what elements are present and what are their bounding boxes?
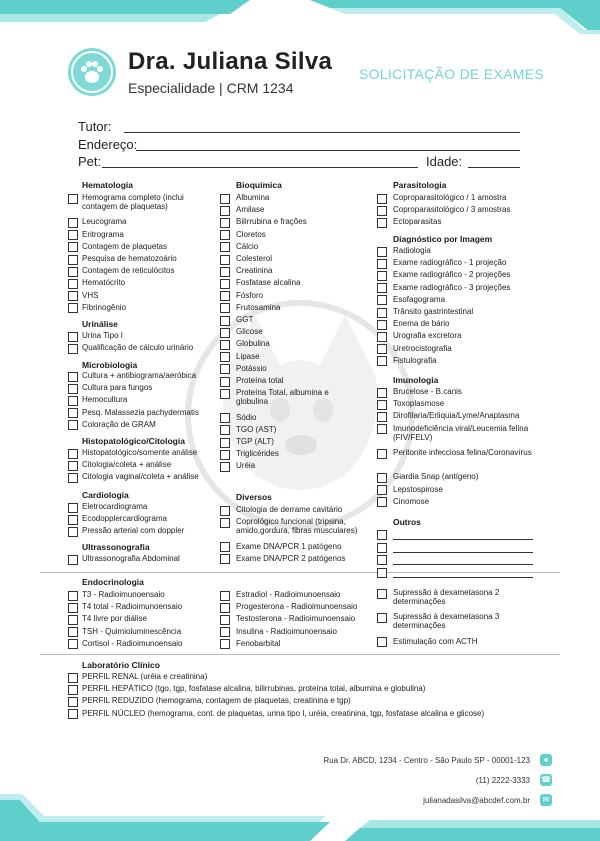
- exam-item: Ultrassonografia Abdominal: [82, 554, 180, 563]
- exam-item: Cultura + antibiograma/aeróbica: [82, 371, 197, 380]
- checkbox-sections-imagem-items-9[interactable]: [377, 356, 387, 366]
- exam-item: Leucograma: [82, 217, 127, 227]
- paw-logo-icon: [68, 48, 116, 96]
- checkbox-sections-imagem-items-7[interactable]: [377, 332, 387, 342]
- top-decorative-band: [0, 0, 600, 40]
- checkbox-sections-hematologia-items-4[interactable]: [68, 255, 78, 265]
- exam-item: Potássio: [236, 363, 267, 373]
- checkbox-sections-endocrinologia-col1-1[interactable]: [68, 603, 78, 613]
- exam-item: Pressão arterial com doppler: [82, 526, 185, 536]
- exam-item: Hemograma completo (inclui contagem de plaquetas): [82, 193, 184, 211]
- exam-item: Lipase: [236, 351, 260, 361]
- checkbox-sections-imagem-items-6[interactable]: [377, 320, 387, 330]
- exam-item: Cálcio: [236, 241, 259, 251]
- exam-item: T4 livre por diálise: [82, 614, 147, 624]
- endereco-label: Endereço:: [78, 137, 138, 152]
- exam-item: Bilirrubina e frações: [236, 217, 307, 227]
- idade-label: Idade:: [426, 154, 463, 169]
- exam-item: PERFIL RENAL (uréia e creatinina): [82, 672, 208, 681]
- checkbox-sections-bioquimica-items-21[interactable]: [220, 462, 230, 472]
- checkbox-sections-hematologia-items-1[interactable]: [68, 218, 78, 228]
- checkbox-sections-bioquimica-items-15[interactable]: [220, 377, 230, 387]
- checkbox-sections-parasitologia-items-1[interactable]: [377, 206, 387, 216]
- checkbox-sections-laboratorio-items-0[interactable]: [68, 673, 78, 683]
- exam-item: Toxoplasmose: [393, 399, 445, 409]
- checkbox-sections-parasitologia-items-2[interactable]: [377, 218, 387, 228]
- exam-item: Pesq. Malassezia pachydermatis: [82, 407, 199, 417]
- exam-item: Brucelose - B.canis: [393, 387, 462, 396]
- location-icon: ●: [540, 754, 552, 766]
- exam-item: Peritonite infecciosa felina/Coronavírus: [393, 448, 532, 457]
- exam-item: Urina Tipo I: [82, 331, 123, 340]
- address-text: Rua Dr. ABCD, 1234 - Centro - São Paulo SP - 00001-123: [323, 756, 530, 765]
- checkbox-outros-0[interactable]: [377, 530, 387, 540]
- checkbox-sections-endocrinologia-col3-2[interactable]: [377, 637, 387, 647]
- checkbox-sections-endocrinologia-col2-2[interactable]: [220, 615, 230, 625]
- checkbox-sections-bioquimica-items-5[interactable]: [220, 255, 230, 265]
- exam-item: Fosfatase alcalina: [236, 278, 301, 288]
- checkbox-sections-bioquimica-items-12[interactable]: [220, 340, 230, 350]
- exam-item: Contagem de reticulócitos: [82, 266, 175, 276]
- exam-item: Hematócrito: [82, 278, 126, 288]
- exam-item: T4 total - Radioimunoensaio: [82, 602, 183, 612]
- checkbox-sections-hematologia-items-2[interactable]: [68, 230, 78, 240]
- exam-item: Colesterol: [236, 254, 273, 263]
- checkbox-outros-1[interactable]: [377, 543, 387, 553]
- pet-label: Pet:: [78, 154, 102, 169]
- checkbox-sections-hematologia-items-6[interactable]: [68, 279, 78, 289]
- tutor-label: Tutor:: [78, 119, 112, 134]
- checkbox-sections-diversos-items-3[interactable]: [220, 554, 230, 564]
- checkbox-sections-bioquimica-items-10[interactable]: [220, 316, 230, 326]
- exam-item: Globulina: [236, 339, 270, 349]
- exam-item: Cultura para fungos: [82, 383, 153, 393]
- exam-item: Contagem de plaquetas: [82, 241, 167, 251]
- checkbox-sections-bioquimica-items-6[interactable]: [220, 267, 230, 277]
- exam-item: Exame radiográfico - 1 projeção: [393, 258, 507, 268]
- exam-item: Estimulação com ACTH: [393, 636, 478, 646]
- exam-item: Hemocultura: [82, 395, 128, 405]
- checkbox-sections-bioquimica-items-19[interactable]: [220, 438, 230, 448]
- checkbox-outros-3[interactable]: [377, 568, 387, 578]
- exam-item: Triglicérides: [236, 449, 279, 459]
- email-text: julianadasilva@abcdef.com.br: [423, 796, 530, 805]
- checkbox-sections-bioquimica-items-0[interactable]: [220, 194, 230, 204]
- separator-2: [40, 654, 560, 655]
- exam-item: Fenobarbital: [236, 638, 281, 648]
- exam-item: Citologia/coleta + análise: [82, 460, 172, 470]
- phone-icon: ☎: [541, 775, 551, 784]
- exam-item: Uretrocistografia: [393, 343, 452, 353]
- exam-item: Exame DNA/PCR 2 patógenos: [236, 553, 346, 563]
- checkbox-sections-hematologia-items-7[interactable]: [68, 291, 78, 301]
- exam-item: Citologia vaginal/coleta + análise: [82, 472, 199, 482]
- exam-item: Proteína Total, albumina e globulina: [236, 388, 329, 407]
- section-laboratorio: Laboratório Clínico: [82, 660, 160, 670]
- exam-item: Insulina - Radioimunoensaio: [236, 626, 337, 636]
- checkbox-sections-diversos-items-2[interactable]: [220, 542, 230, 552]
- exam-item: Eletrocardiograma: [82, 502, 148, 511]
- checkbox-sections-laboratorio-items-3[interactable]: [68, 709, 78, 719]
- checkbox-sections-hematologia-items-3[interactable]: [68, 242, 78, 252]
- exam-item: Ectoparasitas: [393, 217, 442, 227]
- exam-item: Pesquisa de hematozoário: [82, 254, 177, 263]
- section-diagnostico-imagem: Diagnóstico por Imagem: [393, 234, 493, 244]
- checkbox-sections-imagem-items-4[interactable]: [377, 295, 387, 305]
- exam-item: Cortisol - Radioimunoensaio: [82, 638, 183, 648]
- exam-item: PERFIL REDUZIDO (hemograma, contagem de plaquetas, creatinina e tgp): [82, 696, 351, 706]
- exam-item: Cloretos: [236, 229, 266, 239]
- exam-item: Enema de bário: [393, 319, 450, 329]
- checkbox-sections-laboratorio-items-2[interactable]: [68, 697, 78, 707]
- endereco-input[interactable]: [136, 150, 520, 151]
- exam-item: Coproparasitológico / 3 amostras: [393, 205, 511, 215]
- checkbox-sections-bioquimica-items-9[interactable]: [220, 303, 230, 313]
- checkbox-sections-laboratorio-items-1[interactable]: [68, 685, 78, 695]
- checkbox-sections-histopatologico-items-1[interactable]: [68, 461, 78, 471]
- phone-text: (11) 2222-3333: [475, 776, 530, 785]
- checkbox-sections-imunologia-items-2[interactable]: [377, 412, 387, 422]
- exam-item: Qualificação de cálculo urinário: [82, 343, 194, 353]
- exam-item: Radiologia: [393, 246, 431, 255]
- exam-item: Eritrograma: [82, 229, 124, 239]
- checkbox-outros-2[interactable]: [377, 555, 387, 565]
- checkbox-sections-urinalise-items-0[interactable]: [68, 332, 78, 342]
- checkbox-sections-microbiologia-items-2[interactable]: [68, 396, 78, 406]
- checkbox-sections-imagem-items-2[interactable]: [377, 271, 387, 281]
- exam-item: Citologia de derrame cavitário: [236, 505, 343, 514]
- checkbox-sections-hematologia-items-5[interactable]: [68, 267, 78, 277]
- checkbox-sections-bioquimica-items-14[interactable]: [220, 364, 230, 374]
- checkbox-sections-bioquimica-items-1[interactable]: [220, 206, 230, 216]
- checkbox-sections-imagem-items-1[interactable]: [377, 259, 387, 269]
- checkbox-sections-bioquimica-items-8[interactable]: [220, 291, 230, 301]
- exam-item: Urografia excretora: [393, 331, 462, 341]
- checkbox-sections-bioquimica-items-11[interactable]: [220, 328, 230, 338]
- section-microbiologia: Microbiologia: [82, 360, 138, 370]
- checkbox-sections-hematologia-items-8[interactable]: [68, 303, 78, 313]
- exam-item: Progesterona - Radioimunoensaio: [236, 602, 358, 612]
- exam-item: Creatinina: [236, 266, 273, 276]
- outros-blank-line-3[interactable]: [393, 577, 533, 578]
- section-urinalise: Urinálise: [82, 319, 118, 329]
- exam-item: Supressão à dexametasona 2 determinações: [393, 588, 500, 606]
- pet-input[interactable]: [102, 167, 418, 168]
- exam-item: PERFIL HEPÁTICO (tgo, tgp, fosfatase alcalina, bilirrubinas, proteína total, albumina e globulina): [82, 684, 426, 694]
- exam-item: Exame radiográfico - 3 projeções: [393, 282, 511, 292]
- outros-blank-line-0[interactable]: [393, 539, 533, 540]
- doctor-specialty: Especialidade | CRM 1234: [128, 80, 294, 96]
- checkbox-sections-bioquimica-items-3[interactable]: [220, 230, 230, 240]
- exam-item: TGP (ALT): [236, 437, 274, 446]
- tutor-input[interactable]: [124, 132, 520, 133]
- exam-item: Coprológico funcional (tripsina, amido,gordura, fibras musculares): [236, 517, 358, 536]
- checkbox-sections-imagem-items-5[interactable]: [377, 308, 387, 318]
- checkbox-sections-imunologia-items-7[interactable]: [377, 497, 387, 507]
- checkbox-sections-bioquimica-items-2[interactable]: [220, 218, 230, 228]
- checkbox-sections-imagem-items-3[interactable]: [377, 283, 387, 293]
- checkbox-sections-cardiologia-items-0[interactable]: [68, 503, 78, 513]
- checkbox-sections-imunologia-items-6[interactable]: [377, 485, 387, 495]
- section-bioquimica: Bioquímica: [236, 180, 282, 190]
- section-imunologia: Imunologia: [393, 375, 439, 385]
- checkbox-sections-endocrinologia-col1-4[interactable]: [68, 639, 78, 649]
- exam-item: Dirofilaria/Erliquia/Lyme/Anaplasma: [393, 411, 520, 421]
- checkbox-sections-endocrinologia-col3-1[interactable]: [377, 613, 387, 623]
- exam-item: Coloração de GRAM: [82, 419, 156, 429]
- checkbox-sections-endocrinologia-col1-0[interactable]: [68, 591, 78, 601]
- exam-item: TGO (AST): [236, 424, 277, 434]
- section-parasitologia: Parasitologia: [393, 180, 447, 190]
- exam-item: Albumina: [236, 193, 270, 202]
- exam-item: Coproparasitológico / 1 amostra: [393, 193, 507, 202]
- section-diversos: Diversos: [236, 492, 272, 502]
- checkbox-sections-bioquimica-items-13[interactable]: [220, 352, 230, 362]
- exam-item: Fistulografia: [393, 355, 437, 365]
- exam-item: Uréia: [236, 461, 256, 471]
- idade-input[interactable]: [468, 167, 520, 168]
- email-icon: ✉: [540, 794, 552, 806]
- checkbox-sections-imagem-items-0[interactable]: [377, 247, 387, 257]
- doctor-name: Dra. Juliana Silva: [128, 48, 333, 75]
- section-outros: Outros: [393, 517, 421, 527]
- checkbox-sections-endocrinologia-col2-4[interactable]: [220, 639, 230, 649]
- exam-item: Amilase: [236, 205, 265, 215]
- checkbox-sections-urinalise-items-1[interactable]: [68, 344, 78, 354]
- checkbox-sections-diversos-items-1[interactable]: [220, 518, 230, 528]
- section-ultrassonografia: Ultrassonografia: [82, 542, 150, 552]
- exam-item: Giardia Snap (antígeno): [393, 472, 479, 482]
- exam-item: Frutosamina: [236, 302, 281, 312]
- exam-item: VHS: [82, 290, 99, 300]
- checkbox-sections-endocrinologia-col3-0[interactable]: [377, 589, 387, 599]
- exam-item: T3 - Radioimunoensaio: [82, 590, 165, 599]
- exam-item: GGT: [236, 315, 254, 324]
- exam-item: Glicose: [236, 327, 263, 337]
- exam-item: TSH - Quimioluminescência: [82, 626, 182, 636]
- checkbox-sections-ultrassonografia-items-0[interactable]: [68, 555, 78, 565]
- exam-item: Trânsito gastrintestinal: [393, 307, 474, 316]
- checkbox-sections-diversos-items-0[interactable]: [220, 506, 230, 516]
- checkbox-sections-imagem-items-8[interactable]: [377, 344, 387, 354]
- exam-item: Proteína total: [236, 376, 284, 385]
- checkbox-sections-endocrinologia-col2-0[interactable]: [220, 591, 230, 601]
- checkbox-sections-histopatologico-items-0[interactable]: [68, 449, 78, 459]
- section-histopatologico: Histopatológico/Citologia: [82, 436, 185, 446]
- outros-blank-line-1[interactable]: [393, 552, 533, 553]
- checkbox-sections-cardiologia-items-1[interactable]: [68, 515, 78, 525]
- checkbox-sections-bioquimica-items-20[interactable]: [220, 450, 230, 460]
- checkbox-sections-imunologia-items-5[interactable]: [377, 473, 387, 483]
- checkbox-sections-bioquimica-items-17[interactable]: [220, 413, 230, 423]
- section-hematologia: Hematologia: [82, 180, 134, 190]
- exam-item: Imunodeficiência viral/Leucemia felina (FIV/FELV): [393, 423, 529, 442]
- checkbox-sections-microbiologia-items-3[interactable]: [68, 408, 78, 418]
- exam-item: Fósforo: [236, 290, 264, 300]
- section-cardiologia: Cardiologia: [82, 490, 129, 500]
- checkbox-sections-endocrinologia-col2-3[interactable]: [220, 627, 230, 637]
- exam-item: Testosterona - Radioimunoensaio: [236, 614, 356, 624]
- section-endocrinologia: Endocrinologia: [82, 577, 144, 587]
- checkbox-sections-imunologia-items-0[interactable]: [377, 388, 387, 398]
- exam-item: Histopatológico/somente análise: [82, 448, 198, 457]
- checkbox-sections-bioquimica-items-18[interactable]: [220, 425, 230, 435]
- checkbox-sections-histopatologico-items-2[interactable]: [68, 473, 78, 483]
- exam-item: Cinomose: [393, 496, 430, 506]
- exam-item: Sódio: [236, 412, 257, 422]
- checkbox-sections-imunologia-items-1[interactable]: [377, 400, 387, 410]
- exam-item: Lepstospirose: [393, 484, 443, 494]
- exam-item: Exame DNA/PCR 1 patógeno: [236, 541, 342, 551]
- exam-item: Fibrinogênio: [82, 302, 127, 312]
- checkbox-sections-cardiologia-items-2[interactable]: [68, 527, 78, 537]
- exam-item: Esofagograma: [393, 294, 446, 304]
- separator-1: [40, 572, 560, 573]
- exam-item: Estradiol - Radioimunoensaio: [236, 590, 341, 599]
- checkbox-sections-bioquimica-items-4[interactable]: [220, 242, 230, 252]
- checkbox-sections-microbiologia-items-1[interactable]: [68, 384, 78, 394]
- exam-item: Exame radiográfico - 2 projeções: [393, 270, 511, 280]
- checkbox-sections-microbiologia-items-4[interactable]: [68, 420, 78, 430]
- checkbox-sections-parasitologia-items-0[interactable]: [377, 194, 387, 204]
- exam-item: Ecodopplercardiograma: [82, 514, 167, 524]
- form-title: SOLICITAÇÃO DE EXAMES: [359, 66, 544, 82]
- checkbox-sections-imunologia-items-4[interactable]: [377, 449, 387, 459]
- exam-item: PERFIL NÚCLEO (hemograma, cont. de plaquetas, urina tipo I, uréia, creatinina, tgp, fosfatase alcalina e glicose): [82, 708, 485, 718]
- checkbox-sections-endocrinologia-col1-3[interactable]: [68, 627, 78, 637]
- checkbox-sections-bioquimica-items-7[interactable]: [220, 279, 230, 289]
- outros-blank-line-2[interactable]: [393, 564, 533, 565]
- checkbox-sections-bioquimica-items-16[interactable]: [220, 389, 230, 399]
- checkbox-sections-hematologia-items-0[interactable]: [68, 194, 78, 204]
- checkbox-sections-endocrinologia-col1-2[interactable]: [68, 615, 78, 625]
- exam-item: Supressão à dexametasona 3 determinações: [393, 612, 500, 631]
- checkbox-sections-microbiologia-items-0[interactable]: [68, 372, 78, 382]
- checkbox-sections-imunologia-items-3[interactable]: [377, 424, 387, 434]
- checkbox-sections-endocrinologia-col2-1[interactable]: [220, 603, 230, 613]
